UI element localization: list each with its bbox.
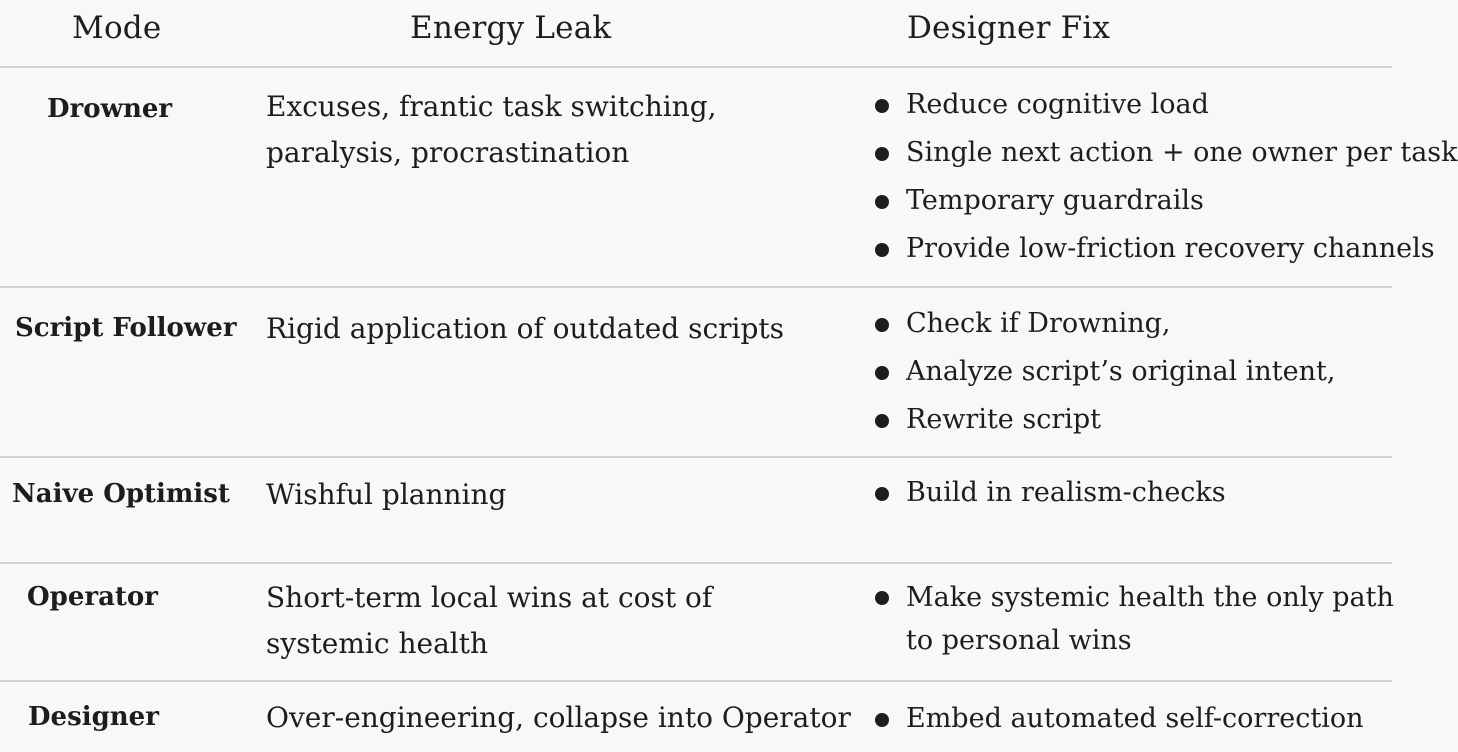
designer-fix-list: [872, 88, 1458, 280]
energy-leak-line: Excuses, frantic task switching,: [266, 90, 717, 123]
energy-leak-line: Wishful planning: [266, 478, 507, 511]
row-divider: [0, 286, 1392, 288]
row-divider: [0, 66, 1392, 68]
fix-bullet-item: Check if Drowning,: [872, 307, 1335, 355]
fix-bullet-item: Analyze script’s original intent,: [872, 355, 1335, 403]
fix-bullet-item: [872, 576, 1394, 619]
energy-leak-line: Rigid application of outdated scripts: [266, 312, 785, 345]
energy-leak-cell: [266, 472, 506, 518]
header-energy-leak: Energy Leak: [410, 10, 612, 46]
energy-leak-line: Over-engineering, collapse into Operator: [266, 701, 851, 734]
header-designer-fix: Designer Fix: [907, 10, 1111, 46]
header-mode: Mode: [72, 10, 162, 46]
fix-bullet-text: Make systemic health the only path: [906, 582, 1394, 613]
fix-bullet-item: Single next action + one owner per task: [872, 136, 1458, 184]
energy-leak-cell: [266, 695, 851, 741]
energy-leak-cell: [266, 84, 717, 176]
fix-bullet-item: Provide low-friction recovery channels: [872, 232, 1458, 280]
fix-continuation-line: [872, 619, 1394, 662]
mode-cell: Operator: [27, 582, 158, 612]
energy-leak-line: Short-term local wins at cost of: [266, 581, 713, 614]
mode-cell: Script Follower: [15, 313, 237, 343]
designer-fix-list: [872, 307, 1335, 451]
row-divider: [0, 680, 1392, 682]
designer-fix-list: [872, 576, 1394, 662]
designer-fix-list: [872, 702, 1363, 750]
row-divider: [0, 456, 1392, 458]
mode-cell: Designer: [28, 702, 159, 732]
fix-bullet-item: Embed automated self-correction: [872, 702, 1363, 750]
mode-cell: Naive Optimist: [12, 479, 230, 509]
fix-bullet-text: to personal wins: [906, 625, 1132, 656]
fix-bullet-item: Reduce cognitive load: [872, 88, 1458, 136]
row-divider: [0, 562, 1392, 564]
energy-leak-cell: [266, 306, 784, 352]
energy-leak-cell: [266, 575, 712, 667]
designer-fix-list: [872, 476, 1226, 524]
fix-bullet-item: Temporary guardrails: [872, 184, 1458, 232]
mode-cell: Drowner: [47, 94, 173, 124]
fix-bullet-item: Build in realism-checks: [872, 476, 1226, 524]
energy-leak-line: systemic health: [266, 627, 489, 660]
fix-bullet-item: Rewrite script: [872, 403, 1335, 451]
energy-leak-line: paralysis, procrastination: [266, 136, 630, 169]
